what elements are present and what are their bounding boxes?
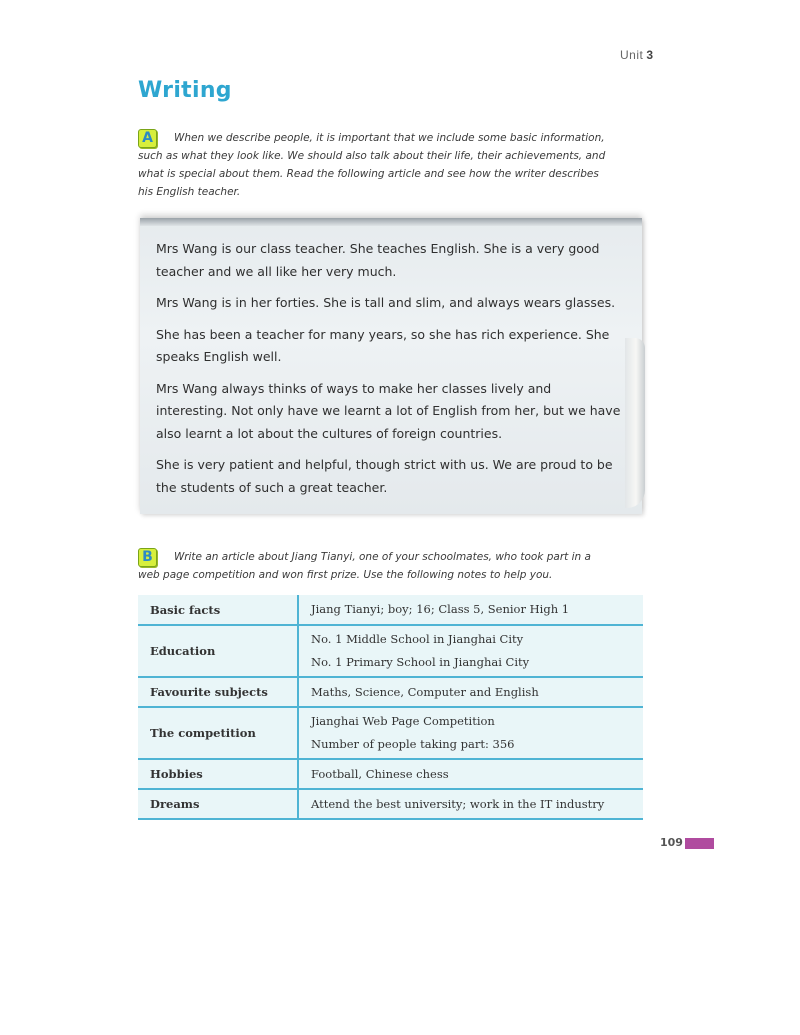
page-number: 109 xyxy=(660,836,683,849)
row-label: Basic facts xyxy=(138,595,298,625)
row-value xyxy=(298,595,643,625)
part-b-badge: B xyxy=(138,548,157,567)
part-a-instruction-text: When we describe people, it is important that we include some basic information, such as what they look like. We should also talk about their life, their achievements, and what is special about them. Read the following article and see how the writer describes his English teacher. xyxy=(138,132,606,198)
row-value xyxy=(298,677,643,707)
article-text xyxy=(156,238,626,508)
row-value-line: Attend the best university; work in the IT industry xyxy=(311,796,605,811)
part-a-instruction xyxy=(138,129,608,201)
article-paragraph: Mrs Wang always thinks of ways to make her classes lively and interesting. Not only have we learnt a lot of English from her, but we have also learnt a lot about the cultures of foreign countries. xyxy=(156,380,621,441)
unit-number: 3 xyxy=(646,48,654,62)
row-label: The competition xyxy=(138,707,298,759)
row-value xyxy=(298,707,643,759)
row-value-line: Jianghai Web Page Competition xyxy=(311,714,495,728)
page-number-bar xyxy=(685,838,714,849)
article-paragraph: Mrs Wang is our class teacher. She teaches English. She is a very good teacher and we all like her very much. xyxy=(156,241,600,279)
unit-label-text: Unit xyxy=(620,48,644,62)
row-value-line: Football, Chinese chess xyxy=(311,766,449,781)
table-row xyxy=(138,707,643,759)
row-value-line: Jiang Tianyi; boy; 16; Class 5, Senior High 1 xyxy=(311,602,570,616)
table-row xyxy=(138,789,643,819)
row-label: Education xyxy=(138,625,298,677)
article-note xyxy=(140,218,642,514)
row-value-line: No. 1 Middle School in Jianghai City xyxy=(311,632,524,646)
table-row xyxy=(138,625,643,677)
notes-table xyxy=(138,595,643,820)
table-row xyxy=(138,595,643,625)
row-value xyxy=(298,789,643,819)
table-row xyxy=(138,759,643,789)
row-label: Dreams xyxy=(138,789,298,819)
row-value xyxy=(298,625,643,677)
unit-label xyxy=(620,48,654,62)
note-top-shadow xyxy=(140,218,642,226)
row-value-line: No. 1 Primary School in Jianghai City xyxy=(311,655,530,669)
page-curl xyxy=(625,338,645,508)
row-label: Hobbies xyxy=(138,759,298,789)
table-row xyxy=(138,677,643,707)
article-paragraph: She has been a teacher for many years, so she has rich experience. She speaks English well. xyxy=(156,326,610,364)
article-paragraph: Mrs Wang is in her forties. She is tall and slim, and always wears glasses. xyxy=(156,295,616,310)
article-paragraph: She is very patient and helpful, though strict with us. We are proud to be the students of such a great teacher. xyxy=(156,457,613,495)
part-a-badge: A xyxy=(138,129,157,148)
section-title: Writing xyxy=(138,78,232,103)
row-value-line: Maths, Science, Computer and English xyxy=(311,684,539,699)
part-b-instruction xyxy=(138,548,598,584)
row-value xyxy=(298,759,643,789)
part-b-instruction-text: Write an article about Jiang Tianyi, one of your schoolmates, who took part in a web page competition and won first prize. Use the following notes to help you. xyxy=(138,551,591,581)
row-label: Favourite subjects xyxy=(138,677,298,707)
row-value-line: Number of people taking part: 356 xyxy=(311,737,515,751)
